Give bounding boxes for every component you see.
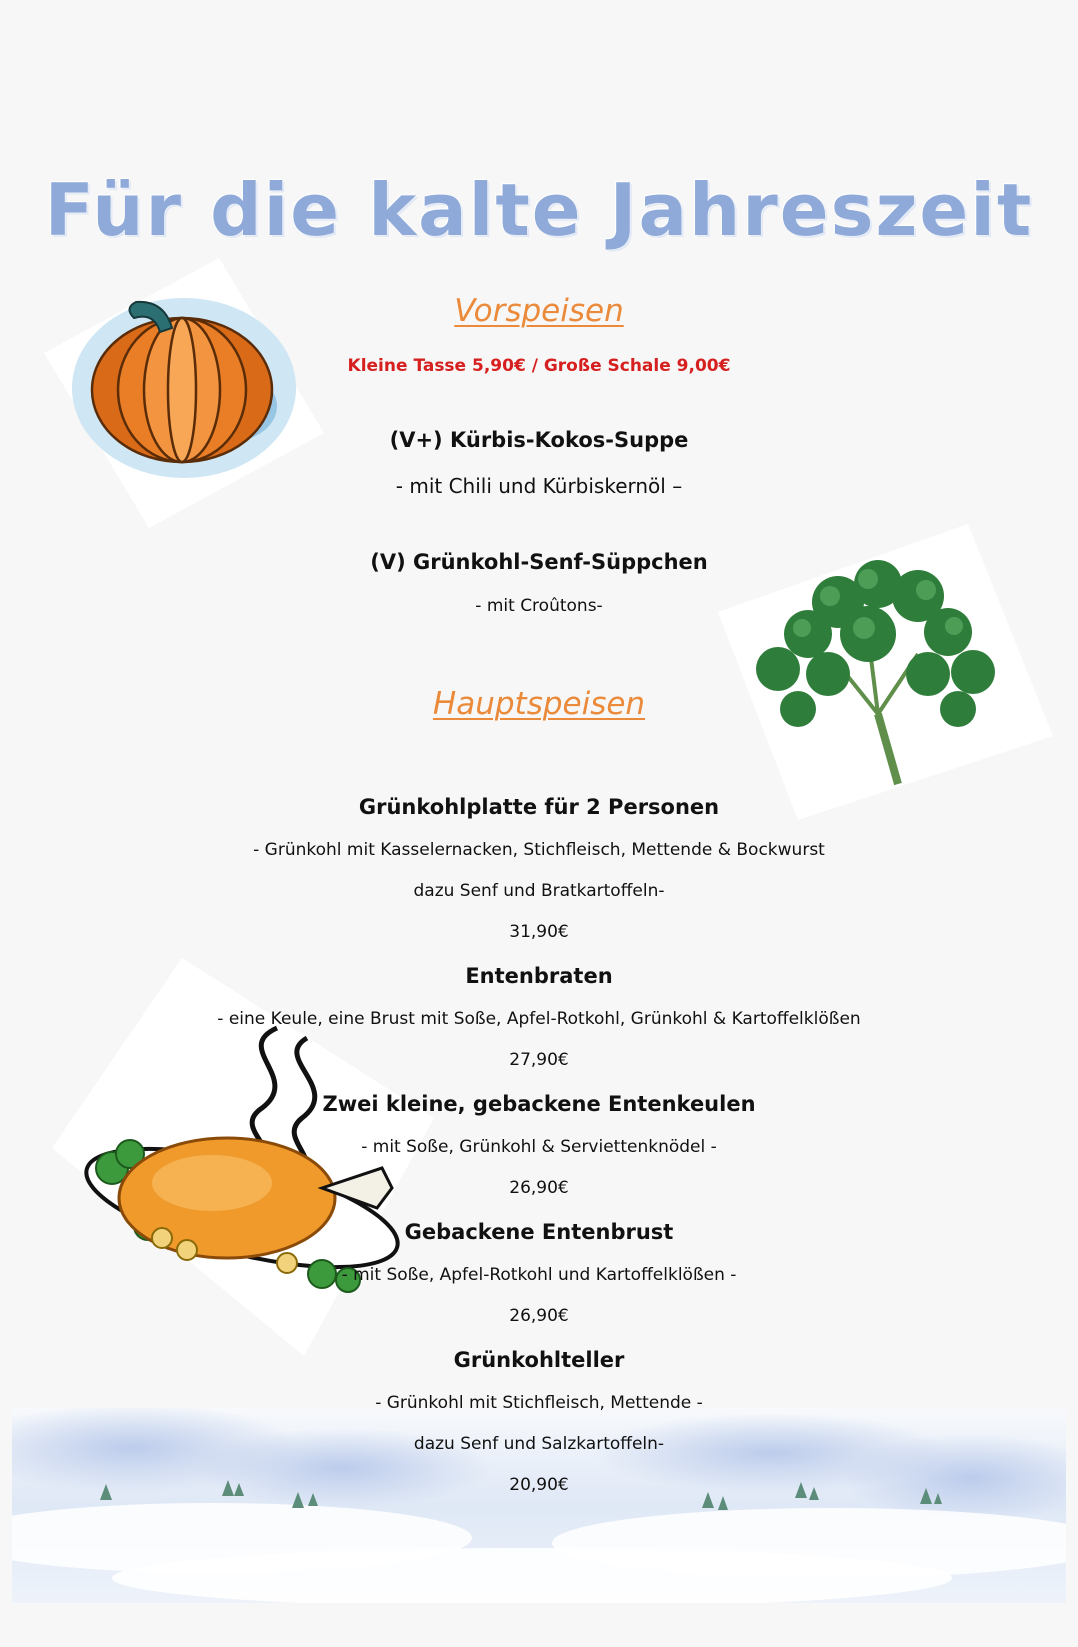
main-dish-desc: - Grünkohl mit Stichfleisch, Mettende - [375,1393,703,1413]
main-dish-desc: dazu Senf und Salzkartoffeln- [413,1434,665,1454]
main-dish-name: Grünkohlplatte für 2 Personen [358,795,720,819]
main-dish-price: 20,90€ [509,1475,569,1495]
main-dish-desc: - mit Soße, Grünkohl & Serviettenknödel - [361,1137,717,1157]
main-dish-price: 31,90€ [509,922,569,942]
starter-dish-name: (V+) Kürbis-Kokos-Suppe [389,428,689,452]
starter-dish-name: (V) Grünkohl-Senf-Süppchen [370,550,708,574]
main-dish-price: 27,90€ [509,1050,569,1070]
page-title: Für die kalte Jahreszeit [44,168,1034,252]
main-dish-desc: - mit Soße, Apfel-Rotkohl und Kartoffelklößen - [341,1265,737,1285]
main-dish-name: Gebackene Entenbrust [404,1220,674,1244]
main-dish-name: Grünkohlteller [453,1348,625,1372]
main-dish-price: 26,90€ [509,1178,569,1198]
starter-dish-desc: - mit Croûtons- [475,596,603,616]
starters-heading: Vorspeisen [454,293,624,329]
starters-price-note: Kleine Tasse 5,90€ / Große Schale 9,00€ [347,356,731,376]
starter-dish-desc: - mit Chili und Kürbiskernöl – [395,474,683,498]
main-dish-desc: - eine Keule, eine Brust mit Soße, Apfel-Rotkohl, Grünkohl & Kartoffelklößen [217,1009,861,1029]
main-dish-name: Zwei kleine, gebackene Entenkeulen [322,1092,756,1116]
mains-heading: Hauptspeisen [432,686,646,722]
main-dish-desc: dazu Senf und Bratkartoffeln- [413,881,665,901]
main-dish-desc: - Grünkohl mit Kasselernacken, Stichfleisch, Mettende & Bockwurst [253,840,825,860]
main-dish-name: Entenbraten [465,964,613,988]
main-dish-price: 26,90€ [509,1306,569,1326]
